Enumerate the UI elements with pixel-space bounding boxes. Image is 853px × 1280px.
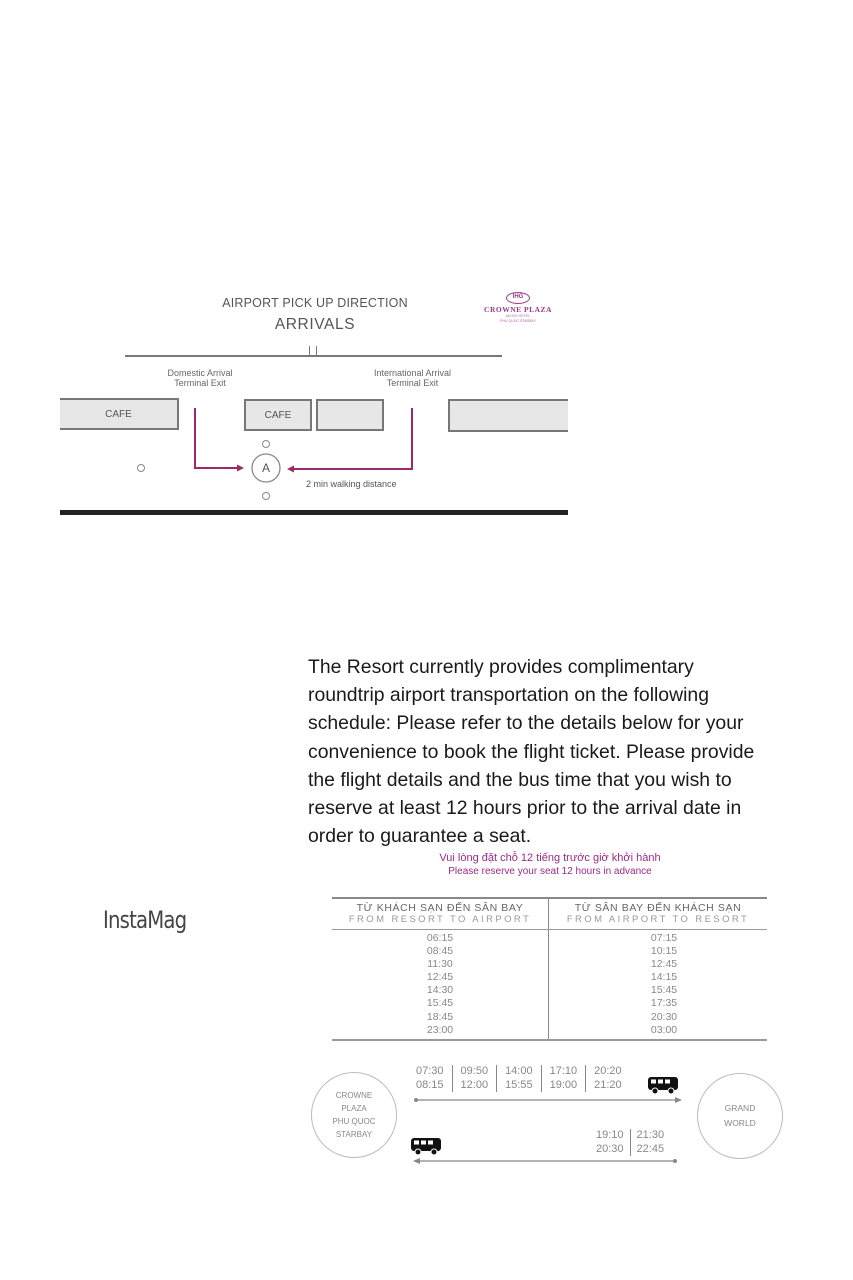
schedule-time: 07:15 <box>650 932 678 944</box>
reservation-note-vietnamese: Vui lòng đặt chỗ 12 tiếng trước giờ khởi hành <box>439 852 661 864</box>
shuttle-time: 20:20 <box>594 1065 622 1077</box>
domestic-route-arrow <box>195 408 240 468</box>
schedule-time: 14:15 <box>650 971 678 984</box>
origin-crowne-plaza-circle <box>311 1072 397 1158</box>
resort-to-airport-times <box>332 930 548 1039</box>
domestic-exit-line-1: Domestic Arrival <box>167 368 233 378</box>
shuttle-time: 15:55 <box>505 1078 533 1091</box>
shuttle-time: 17:10 <box>549 1065 578 1077</box>
schedule-time: 06:15 <box>426 932 454 944</box>
domestic-exit-line-2: Terminal Exit <box>174 378 226 388</box>
destination-line: WORLD <box>724 1118 756 1128</box>
logo-line-2: PHU QUOC STARBAY <box>500 318 536 323</box>
schedule-time: 23:00 <box>426 1023 454 1036</box>
international-exit-label <box>355 368 470 388</box>
header-en: FROM RESORT TO AIRPORT <box>348 914 532 925</box>
shuttle-time: 22:45 <box>636 1142 665 1155</box>
arrivals-title: ARRIVALS <box>274 316 356 333</box>
map-heading: AIRPORT PICK UP DIRECTION <box>222 296 408 310</box>
terminal-wall <box>125 355 502 357</box>
table-bottom-rule <box>332 1039 767 1041</box>
header-vn: TỪ KHÁCH SẠN ĐẾN SÂN BAY <box>356 902 524 914</box>
domestic-exit-label <box>150 368 250 388</box>
crowne-plaza-logo <box>478 292 558 323</box>
pillar-left-icon <box>138 465 145 472</box>
schedule-time: 10:15 <box>650 945 678 958</box>
outbound-arrowhead-icon <box>675 1097 682 1103</box>
destination-grand-world-circle <box>697 1073 783 1159</box>
table-body <box>332 930 767 1039</box>
shuttle-time: 12:00 <box>460 1078 489 1091</box>
destination-line: GRAND <box>724 1103 756 1113</box>
schedule-time: 15:45 <box>426 997 454 1010</box>
origin-line: STARBAY <box>335 1130 373 1139</box>
shuttle-time: 08:15 <box>416 1078 444 1091</box>
pillar-top-icon <box>263 441 270 448</box>
logo-line-1: AN IHG HOTEL <box>505 314 531 318</box>
shuttle-routes <box>405 1075 695 1170</box>
international-exit-line-2: Terminal Exit <box>386 378 439 388</box>
shuttle-time: 19:10 <box>596 1129 624 1141</box>
shuttle-time: 21:30 <box>636 1129 665 1141</box>
logo-name: CROWNE PLAZA <box>484 305 552 314</box>
pillar-bottom-icon <box>263 493 270 500</box>
schedule-time: 18:45 <box>426 1010 454 1023</box>
schedule-time: 14:30 <box>426 984 454 997</box>
description-line: The Resort currently provides complimentary <box>308 656 694 678</box>
return-arrowhead-icon <box>413 1158 420 1164</box>
outbound-start-dot <box>414 1098 418 1102</box>
cafe-left-label: CAFE <box>105 408 132 420</box>
instamag-watermark: InstaMag <box>103 906 187 934</box>
table-header-row <box>332 899 767 929</box>
origin-line: PHU QUOC <box>332 1117 376 1126</box>
walking-distance-note: 2 min walking distance <box>306 479 397 489</box>
return-end-dot <box>673 1159 677 1163</box>
schedule-time: 08:45 <box>426 945 454 958</box>
terminal-door <box>309 346 317 355</box>
schedule-time: 15:45 <box>650 984 678 997</box>
international-route-arrow <box>292 408 412 469</box>
bus-return-icon <box>411 1138 441 1155</box>
direction-arrows <box>60 400 570 520</box>
origin-line: CROWNE <box>335 1091 373 1100</box>
schedule-time: 17:35 <box>650 997 678 1010</box>
description-line: order to guarantee a seat. <box>308 825 532 848</box>
domestic-arrowhead-icon <box>237 465 244 472</box>
description-line: the flight details and the bus time that you wish to <box>308 768 732 791</box>
schedule-time: 12:45 <box>426 971 454 984</box>
shuttle-time: 09:50 <box>460 1065 489 1077</box>
shuttle-time: 20:30 <box>596 1142 624 1155</box>
shuttle-time: 07:30 <box>416 1065 444 1077</box>
header-airport-to-resort <box>549 899 767 929</box>
shuttle-time: 21:20 <box>594 1078 622 1091</box>
shuttle-time: 14:00 <box>505 1065 533 1077</box>
header-vn: TỪ SÂN BAY ĐẾN KHÁCH SẠN <box>574 902 742 914</box>
international-exit-line-1: International Arrival <box>373 368 452 378</box>
description-line: reserve at least 12 hours prior to the arrival date in <box>308 797 742 820</box>
schedule-time: 12:45 <box>650 958 678 971</box>
description-line: roundtrip airport transportation on the following <box>308 684 709 707</box>
ihg-monogram-icon: IHG <box>506 292 530 304</box>
cafe-center-label: CAFE <box>264 409 292 421</box>
description-line: schedule: Please refer to the details below for your <box>308 712 744 735</box>
shuttle-time: 19:00 <box>549 1078 578 1091</box>
schedule-time: 11:30 <box>427 958 453 971</box>
reservation-note-english: Please reserve your seat 12 hours in advance <box>448 866 652 877</box>
pickup-point-label: A <box>261 461 270 475</box>
road-line <box>60 510 568 515</box>
schedule-time: 03:00 <box>650 1023 678 1036</box>
header-resort-to-airport <box>332 899 548 929</box>
description-line: convenience to book the flight ticket. Please provide <box>308 740 755 763</box>
schedule-time: 20:30 <box>650 1010 678 1023</box>
origin-line: PLAZA <box>341 1104 367 1113</box>
airport-to-resort-times <box>549 930 767 1039</box>
bus-outbound-icon <box>648 1077 678 1094</box>
international-arrowhead-icon <box>287 466 294 473</box>
header-en: FROM AIRPORT TO RESORT <box>566 914 750 925</box>
airport-schedule-table <box>332 897 767 1041</box>
transport-description <box>308 653 828 850</box>
